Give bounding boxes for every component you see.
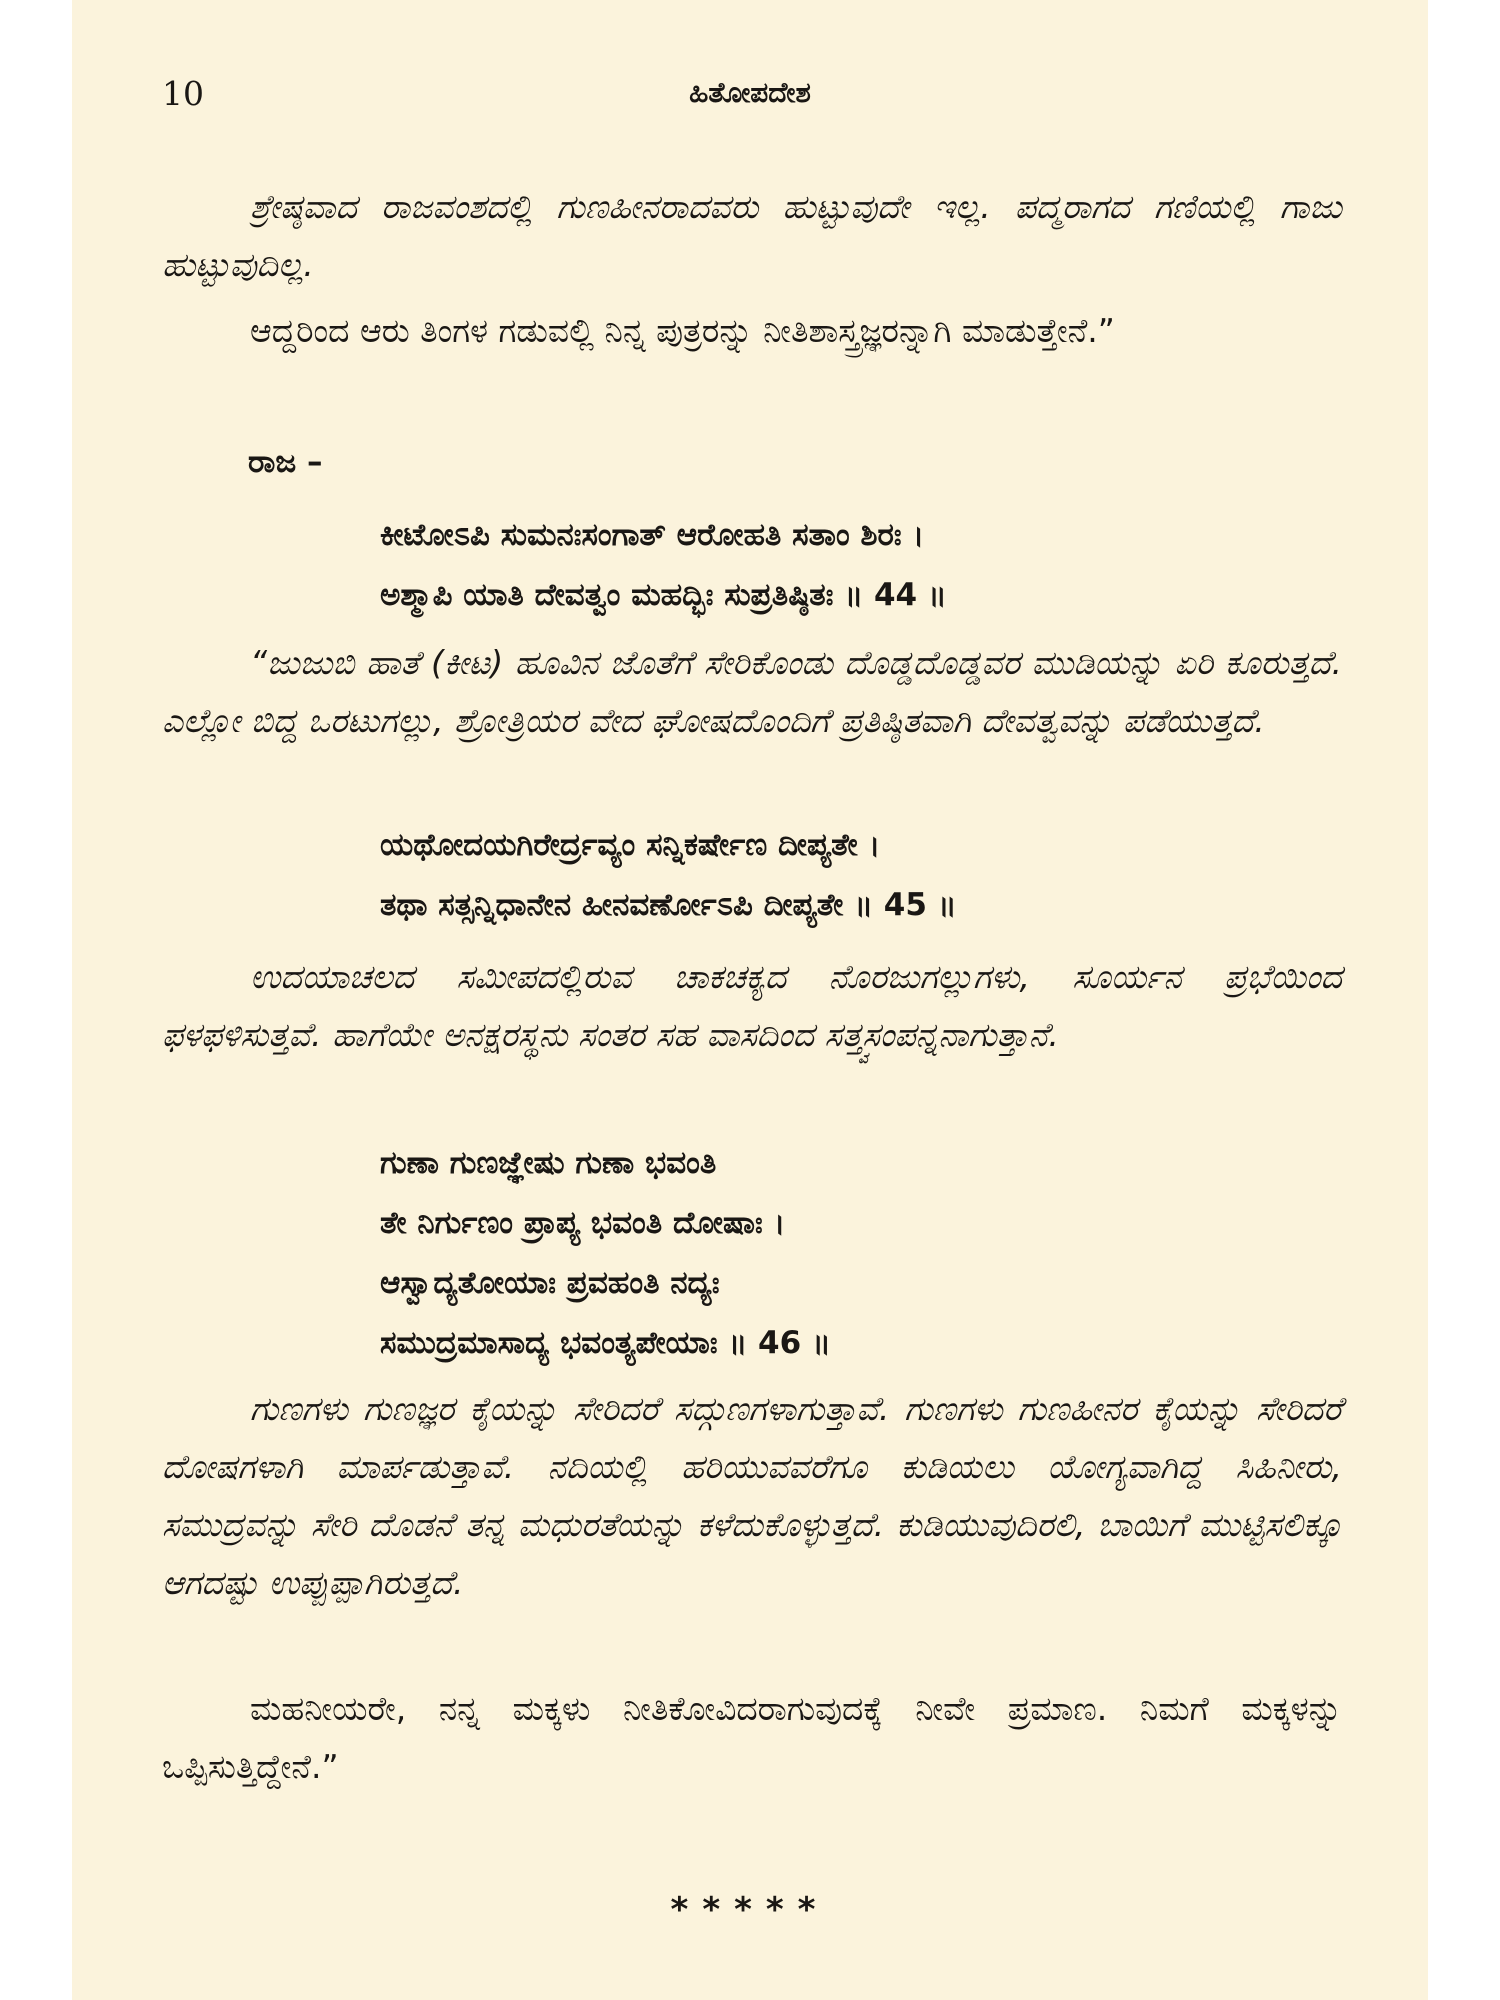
verse-45-line-1: ಯಥೋದಯಗಿರೇರ್ದ್ರವ್ಯಂ ಸನ್ನಿಕರ್ಷೇಣ ದೀಪ್ಯತೇ । [380, 827, 881, 863]
paragraph-6: ಮಹನೀಯರೇ, ನನ್ನ ಮಕ್ಕಳು ನೀತಿಕೋವಿದರಾಗುವುದಕ್ಕೆ ನೀವೇ ಪ್ರಮಾಣ. ನಿಮಗೆ ಮಕ್ಕಳನ್ನು ಒಪ್ಪಿಸುತ್ತಿದ್ದೇನೆ.” [162, 1689, 1342, 1786]
paragraph-5: ಗುಣಗಳು ಗುಣಜ್ಞರ ಕೈಯನ್ನು ಸೇರಿದರೆ ಸದ್ಗುಣಗಳಾಗುತ್ತಾವೆ. ಗುಣಗಳು ಗುಣಹೀನರ ಕೈಯನ್ನು ಸೇರಿದರೆ ದೋಷಗಳಾಗಿ ಮಾರ್ಪಡುತ್ತಾವೆ. ನದಿಯಲ್ಲಿ ಹರಿಯುವವರೆಗೂ ಕುಡಿಯಲು ಯೋಗ್ಯವಾಗಿದ್ದ ಸಿಹಿನೀರು, ಸಮುದ್ರವನ್ನು ಸೇರಿ ದೊಡನೆ ತನ್ನ ಮಧುರತೆಯನ್ನು ಕಳೆದುಕೊಳ್ಳುತ್ತದೆ. ಕುಡಿಯುವುದಿರಲಿ, ಬಾಯಿಗೆ ಮುಟ್ಟಿಸಲಿಕ್ಕೂ ಆಗದಷ್ಟು ಉಪ್ಪುಪ್ಪಾಗಿರುತ್ತದೆ. [162, 1389, 1342, 1602]
speaker-label: ರಾಜ – [248, 444, 323, 480]
paragraph-3: “ಜುಜುಬಿ ಹಾತೆ (ಕೀಟ) ಹೂವಿನ ಜೊತೆಗೆ ಸೇರಿಕೊಂಡು ದೊಡ್ಡದೊಡ್ಡವರ ಮುಡಿಯನ್ನು ಏರಿ ಕೂರುತ್ತದೆ. ಎಲ್ಲೋ ಬಿದ್ದ ಒರಟುಗಲ್ಲು, ಶ್ರೋತ್ರಿಯರ ವೇದ ಘೋಷದೊಂದಿಗೆ ಪ್ರತಿಷ್ಠಿತವಾಗಿ ದೇವತ್ವವನ್ನು ಪಡೆಯುತ್ತದೆ. [162, 643, 1342, 740]
paragraph-4: ಉದಯಾಚಲದ ಸಮೀಪದಲ್ಲಿರುವ ಚಾಕಚಕ್ಯದ ನೊರಜುಗಲ್ಲುಗಳು, ಸೂರ್ಯನ ಪ್ರಭೆಯಿಂದ ಫಳಫಳಿಸುತ್ತವೆ. ಹಾಗೆಯೇ ಅನಕ್ಷರಸ್ಥನು ಸಂತರ ಸಹ ವಾಸದಿಂದ ಸತ್ತ್ವಸಂಪನ್ನನಾಗುತ್ತಾನೆ. [162, 957, 1342, 1054]
verse-46-line-4: ಸಮುದ್ರಮಾಸಾದ್ಯ ಭವಂತ್ಯಪೇಯಾಃ ॥ 46 ॥ [380, 1325, 831, 1361]
paragraph-1: ಶ್ರೇಷ್ಠವಾದ ರಾಜವಂಶದಲ್ಲಿ ಗುಣಹೀನರಾದವರು ಹುಟ್ಟುವುದೇ ಇಲ್ಲ. ಪದ್ಮರಾಗದ ಗಣಿಯಲ್ಲಿ ಗಾಜು ಹುಟ್ಟುವುದಿಲ್ಲ. [162, 187, 1342, 284]
section-ornament: ***** [670, 1890, 830, 1930]
verse-46-line-1: ಗುಣಾ ಗುಣಜ್ಞೇಷು ಗುಣಾ ಭವಂತಿ [380, 1145, 717, 1181]
verse-44-line-2: ಅಶ್ಮಾಪಿ ಯಾತಿ ದೇವತ್ವಂ ಮಹದ್ಭಿಃ ಸುಪ್ರತಿಷ್ಠಿತಃ ॥ 44 ॥ [380, 577, 947, 613]
verse-45-line-2: ತಥಾ ಸತ್ಸನ್ನಿಧಾನೇನ ಹೀನವರ್ಣೋಽಪಿ ದೀಪ್ಯತೇ ॥ 45 ॥ [380, 887, 957, 923]
paragraph-2: ಆದ್ದರಿಂದ ಆರು ತಿಂಗಳ ಗಡುವಲ್ಲಿ ನಿನ್ನ ಪುತ್ರರನ್ನು ನೀತಿಶಾಸ್ತ್ರಜ್ಞರನ್ನಾಗಿ ಮಾಡುತ್ತೇನೆ.” [250, 311, 1115, 350]
running-title: ಹಿತೋಪದೇಶ [689, 76, 811, 109]
verse-44-line-1: ಕೀಟೋಽಪಿ ಸುಮನಃಸಂಗಾತ್ ಆರೋಹತಿ ಸತಾಂ ಶಿರಃ । [380, 517, 925, 553]
book-page [72, 0, 1428, 2000]
verse-46-line-2: ತೇ ನಿರ್ಗುಣಂ ಪ್ರಾಪ್ಯ ಭವಂತಿ ದೋಷಾಃ । [380, 1205, 786, 1241]
verse-46-line-3: ಆಸ್ವಾದ್ಯತೋಯಾಃ ಪ್ರವಹಂತಿ ನದ್ಯಃ [380, 1265, 720, 1301]
page-number: 10 [162, 74, 204, 113]
